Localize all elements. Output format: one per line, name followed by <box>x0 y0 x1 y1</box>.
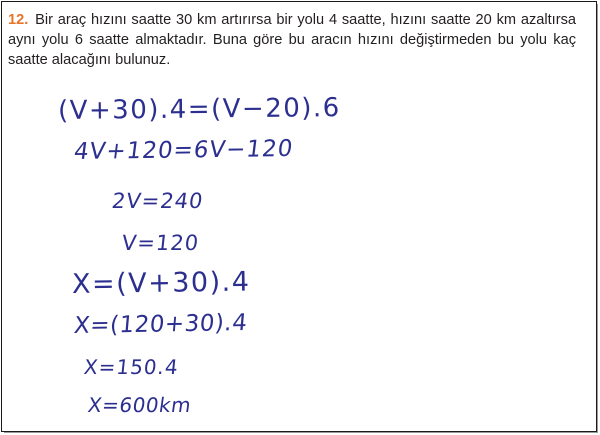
question-text: Bir araç hızını saatte 30 km artırırsa bir yolu 4 saatte, hızını saatte 20 km azaltırsa aynı yolu 6 saatte almaktadır. Buna göre bu aracın hızını değiştirmeden bu yolu kaç saatte alacağını bulunuz. <box>8 12 576 68</box>
solution-line-6: X=(120+30).4 <box>72 309 249 340</box>
solution-line-5: X=(V+30).4 <box>71 266 251 300</box>
solution-line-8: X=600km <box>86 393 193 417</box>
question-number: 12. <box>8 12 29 28</box>
solution-line-2: 4V+120=6V−120 <box>72 135 295 166</box>
solution-line-4: V=120 <box>120 231 201 255</box>
solution-line-3: 2V=240 <box>110 189 206 213</box>
question-block <box>8 10 576 70</box>
solution-line-1: (V+30).4=(V−20).6 <box>57 93 341 126</box>
solution-line-7: X=150.4 <box>82 355 180 379</box>
